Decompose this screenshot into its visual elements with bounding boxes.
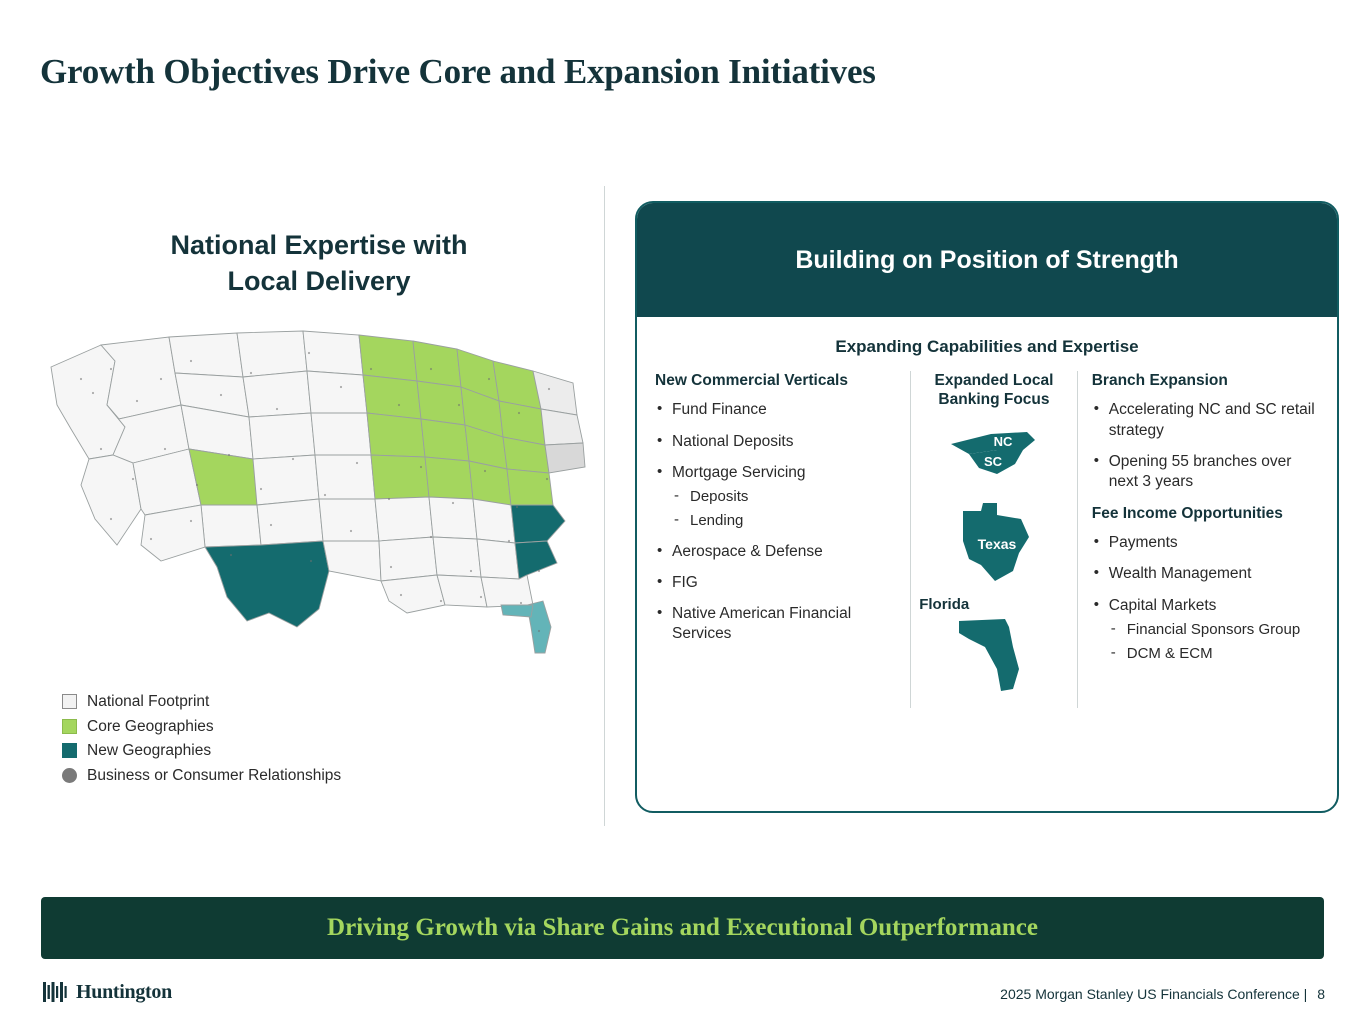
sub-list-item: - Deposits xyxy=(672,487,900,507)
bullet-text: FIG xyxy=(672,573,698,591)
bullet-text: Accelerating NC and SC retail strategy xyxy=(1108,401,1315,439)
page-number: 8 xyxy=(1317,986,1325,1002)
sub-list-item: - Lending xyxy=(672,511,900,531)
sub-list-item: - Financial Sponsors Group xyxy=(1109,620,1319,640)
list-item xyxy=(655,542,900,562)
legend-label: New Geographies xyxy=(87,742,212,759)
legend-label: Core Geographies xyxy=(87,717,214,735)
legend-swatch-new-geographies xyxy=(62,743,77,758)
bullet-text: National Deposits xyxy=(672,432,794,450)
left-column xyxy=(40,186,598,826)
list-item xyxy=(655,432,900,452)
legend-item xyxy=(62,743,341,759)
florida-map xyxy=(919,613,1069,704)
us-map-svg xyxy=(41,309,597,661)
texas-map-svg xyxy=(939,501,1049,587)
column-new-commercial-verticals xyxy=(655,371,910,708)
banner-text: Driving Growth via Share Gains and Executional Outperformance xyxy=(327,914,1038,941)
legend-swatch-relationships xyxy=(62,768,77,783)
list-item xyxy=(1092,564,1319,584)
florida-map-svg xyxy=(939,613,1049,699)
column-branch-expansion xyxy=(1078,371,1319,708)
bullet-text: Payments xyxy=(1108,534,1178,552)
panel-body xyxy=(637,317,1337,718)
florida-label: Florida xyxy=(919,595,970,613)
texas-label: Texas xyxy=(977,535,1017,552)
svg-text:SC: SC xyxy=(983,453,1002,469)
brand-logo xyxy=(42,980,172,1004)
map-legend xyxy=(62,694,341,792)
legend-label: National Footprint xyxy=(87,693,210,710)
list-item xyxy=(655,463,900,531)
panel-header: Building on Position of Strength xyxy=(637,203,1337,317)
list-item xyxy=(655,604,900,644)
bottom-banner xyxy=(41,897,1324,959)
list-item xyxy=(1092,452,1319,492)
left-heading-line2: Local Delivery xyxy=(227,265,411,296)
footer-conference: 2025 Morgan Stanley US Financials Conference | xyxy=(1000,986,1308,1002)
legend-swatch-core-geographies xyxy=(62,719,77,734)
legend-swatch-national-footprint xyxy=(62,694,77,709)
list-item xyxy=(655,400,900,420)
legend-label: Business or Consumer Relationships xyxy=(87,766,342,784)
sub-list-item: - DCM & ECM xyxy=(1109,644,1319,664)
column-divider xyxy=(604,186,605,826)
column-heading: Expanded Local Banking Focus xyxy=(934,372,1054,409)
bullet-text: Capital Markets xyxy=(1108,596,1217,614)
legend-item xyxy=(62,768,341,784)
footer-meta xyxy=(1000,986,1325,1002)
legend-item xyxy=(62,719,341,735)
branch-bullet-list xyxy=(1092,400,1319,492)
list-item xyxy=(1092,533,1319,553)
column-heading: Branch Expansion xyxy=(1091,372,1228,389)
logo-text: Huntington xyxy=(76,980,172,1003)
column-heading: New Commercial Verticals xyxy=(655,372,848,389)
column-heading-fee-income: Fee Income Opportunities xyxy=(1091,504,1283,522)
commercial-bullet-list xyxy=(655,400,900,644)
bullet-text: Opening 55 branches over next 3 years xyxy=(1108,452,1292,490)
left-heading-line1: National Expertise with xyxy=(170,230,468,260)
texas-map xyxy=(919,501,1069,592)
bullet-text: Native American Financial Services xyxy=(672,605,852,643)
page-title: Growth Objectives Drive Core and Expansion Initiatives xyxy=(40,52,876,91)
sub-list xyxy=(1109,620,1319,664)
carolinas-map-svg xyxy=(939,420,1049,492)
panel-columns xyxy=(655,371,1319,708)
left-heading xyxy=(40,228,598,299)
bullet-text: Fund Finance xyxy=(672,401,767,419)
fee-income-bullet-list xyxy=(1092,533,1319,663)
list-item xyxy=(1092,596,1319,664)
legend-item xyxy=(62,694,341,710)
sub-list xyxy=(672,487,900,531)
list-item xyxy=(655,573,900,593)
carolinas-map xyxy=(919,420,1069,497)
strength-panel xyxy=(635,201,1339,813)
us-map xyxy=(40,309,598,669)
list-item xyxy=(1092,400,1319,440)
bullet-text: Mortgage Servicing xyxy=(672,463,806,481)
panel-subtitle: Expanding Capabilities and Expertise xyxy=(835,337,1139,356)
svg-text:NC: NC xyxy=(993,433,1013,449)
bullet-text: Wealth Management xyxy=(1108,565,1252,583)
column-expanded-local-banking xyxy=(910,371,1078,708)
bullet-text: Aerospace & Defense xyxy=(672,542,823,560)
huntington-logo-icon xyxy=(42,980,68,1004)
